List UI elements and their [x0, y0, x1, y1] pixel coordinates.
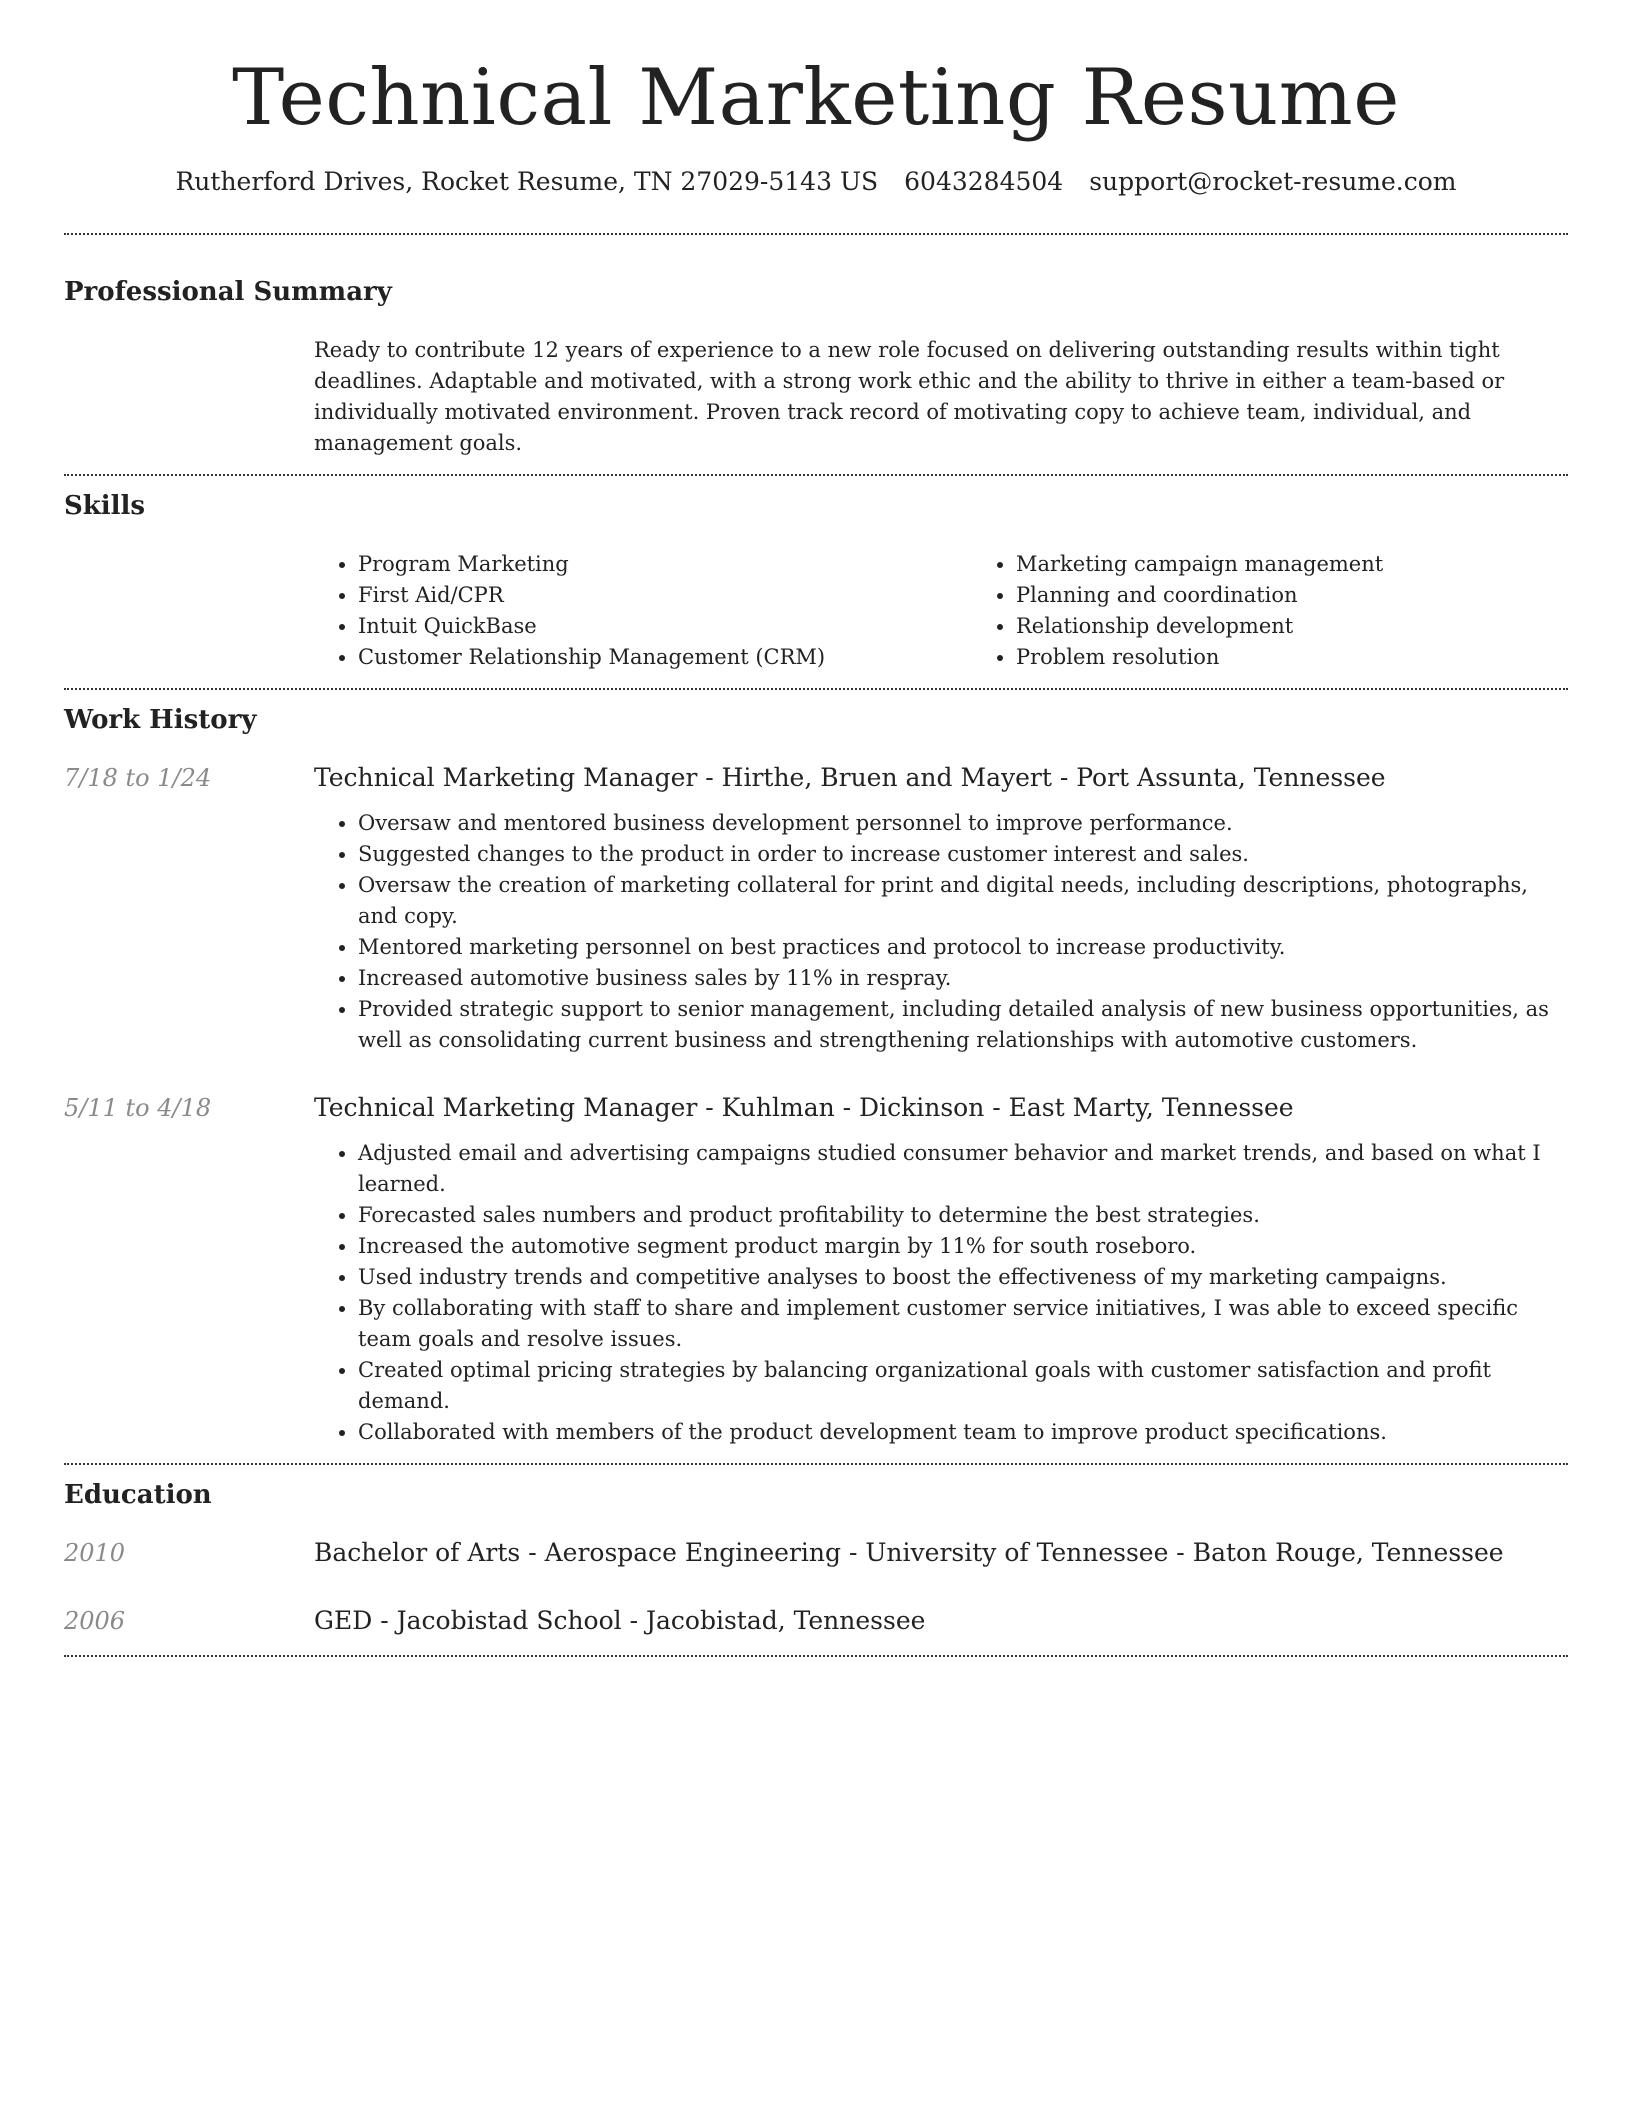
education-title: Bachelor of Arts - Aerospace Engineering - University of Tennessee - Baton Rouge, Tennessee — [314, 1538, 1504, 1567]
page-title: Technical Marketing Resume — [232, 53, 1400, 143]
job-bullets — [314, 808, 1568, 1056]
job-entry — [64, 1091, 1568, 1448]
summary-section — [64, 275, 1568, 459]
job-title: Technical Marketing Manager - Kuhlman - Dickinson - East Marty, Tennessee — [314, 1093, 1294, 1122]
contact-line — [64, 165, 1568, 199]
skill-item: • Intuit QuickBase — [358, 611, 972, 642]
contact-email: support@rocket-resume.com — [1089, 167, 1457, 196]
job-entry — [64, 761, 1568, 1056]
section-heading-work: Work History — [64, 705, 257, 735]
work-section — [64, 703, 1568, 1448]
job-bullet: • Created optimal pricing strategies by balancing organizational goals with customer satisfaction and profit demand. — [358, 1355, 1568, 1417]
skills-list-left — [314, 549, 972, 673]
contact-phone: 6043284504 — [904, 167, 1064, 196]
skill-item: • First Aid/CPR — [358, 580, 972, 611]
section-heading-summary: Professional Summary — [64, 277, 392, 307]
job-bullet: • Oversaw and mentored business development personnel to improve performance. — [358, 808, 1568, 839]
education-title: GED - Jacobistad School - Jacobistad, Tennessee — [314, 1606, 926, 1635]
skill-item: • Customer Relationship Management (CRM) — [358, 642, 972, 673]
divider — [64, 1655, 1568, 1657]
job-bullet: • Forecasted sales numbers and product profitability to determine the best strategies. — [358, 1200, 1568, 1231]
skill-item: • Problem resolution — [1016, 642, 1630, 673]
section-heading-education: Education — [64, 1480, 212, 1510]
job-bullet: • Adjusted email and advertising campaigns studied consumer behavior and market trends, and based on what I learned. — [358, 1138, 1568, 1200]
job-title: Technical Marketing Manager - Hirthe, Bruen and Mayert - Port Assunta, Tennessee — [314, 763, 1386, 792]
summary-text: Ready to contribute 12 years of experience to a new role focused on delivering outstanding results within tight deadlines. Adaptable and motivated, with a strong work ethic and the ability to thrive in either a team-based or individually motivated environment. Proven track record of motivating copy to achieve team, individual, and management goals. — [314, 338, 1505, 455]
job-bullet: • Oversaw the creation of marketing collateral for print and digital needs, including descriptions, photographs, and copy. — [358, 870, 1568, 932]
skill-item: • Program Marketing — [358, 549, 972, 580]
section-heading-skills: Skills — [64, 491, 146, 521]
contact-address: Rutherford Drives, Rocket Resume, TN 27029-5143 US — [175, 167, 879, 196]
job-dates: 7/18 to 1/24 — [64, 764, 212, 792]
education-entry — [64, 1536, 1568, 1570]
job-bullet: • Provided strategic support to senior management, including detailed analysis of new business opportunities, as well as consolidating current business and strengthening relationships with automotive customers. — [358, 994, 1568, 1056]
education-year: 2006 — [64, 1607, 126, 1635]
job-bullet: • Collaborated with members of the product development team to improve product specifications. — [358, 1417, 1568, 1448]
divider — [64, 233, 1568, 235]
education-section — [64, 1478, 1568, 1638]
job-bullet: • Suggested changes to the product in order to increase customer interest and sales. — [358, 839, 1568, 870]
job-dates: 5/11 to 4/18 — [64, 1094, 212, 1122]
education-year: 2010 — [64, 1539, 126, 1567]
job-bullet: • Increased automotive business sales by 11% in respray. — [358, 963, 1568, 994]
job-bullet: • Used industry trends and competitive analyses to boost the effectiveness of my marketing campaigns. — [358, 1262, 1568, 1293]
skill-item: • Marketing campaign management — [1016, 549, 1630, 580]
job-bullet: • By collaborating with staff to share and implement customer service initiatives, I was able to exceed specific team goals and resolve issues. — [358, 1293, 1568, 1355]
skill-item: • Planning and coordination — [1016, 580, 1630, 611]
divider — [64, 474, 1568, 476]
job-bullet: • Increased the automotive segment product margin by 11% for south roseboro. — [358, 1231, 1568, 1262]
skills-section — [64, 489, 1568, 673]
skill-item: • Relationship development — [1016, 611, 1630, 642]
education-entry — [64, 1604, 1568, 1638]
skills-list-right — [972, 549, 1630, 673]
job-bullets — [314, 1138, 1568, 1448]
divider — [64, 688, 1568, 690]
divider — [64, 1463, 1568, 1465]
job-bullet: • Mentored marketing personnel on best practices and protocol to increase productivity. — [358, 932, 1568, 963]
